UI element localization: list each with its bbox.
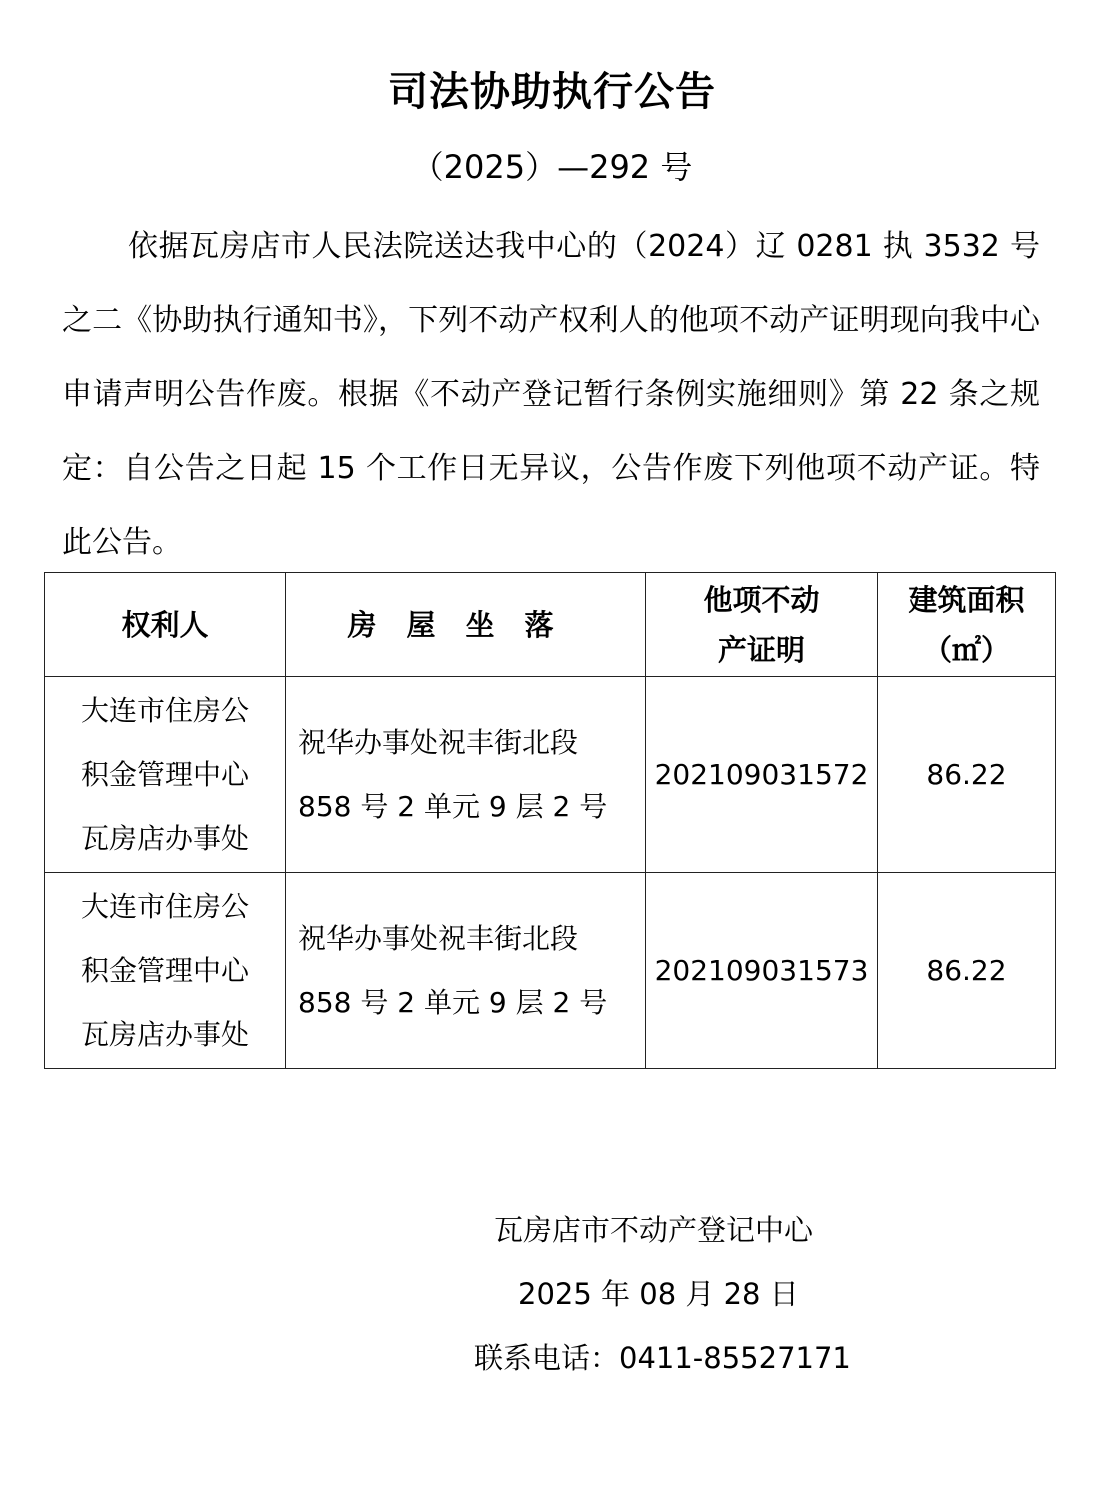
header-area-line1: 建筑面积 <box>908 582 1025 617</box>
cell-holder <box>45 873 286 1069</box>
location-line: 858 号 2 单元 9 层 2 号 <box>298 789 608 823</box>
notice-body: 依据瓦房店市人民法院送达我中心的（2024）辽 0281 执 3532 号之二《协助执行通知书》，下列不动产权利人的他项不动产证明现向我中心申请声明公告作废。根据《不动产登记暂行条例实施细则》第 22 条之规定：自公告之日起 15 个工作日无异议，公告作废下列他项不动产证。特此公告。 <box>62 229 1040 560</box>
cell-cert: 202109031572 <box>646 677 878 873</box>
header-area-line2: （㎡） <box>922 632 1010 667</box>
location-line: 祝华办事处祝丰街北段 <box>298 921 579 955</box>
header-holder: 权利人 <box>45 573 286 677</box>
table-header-row <box>45 573 1056 677</box>
cell-cert: 202109031573 <box>646 873 878 1069</box>
holder-line: 大连市住房公 <box>80 693 249 727</box>
holder-line: 瓦房店办事处 <box>80 1017 249 1051</box>
document-number: （2025）—292 号 <box>411 148 693 186</box>
cell-area: 86.22 <box>878 873 1056 1069</box>
holder-line: 大连市住房公 <box>80 889 249 923</box>
records-table <box>44 572 1056 1069</box>
page-title: 司法协助执行公告 <box>388 69 716 115</box>
table-row <box>45 873 1056 1069</box>
header-area <box>878 573 1056 677</box>
header-location-label: 房屋坐落 <box>347 607 584 642</box>
issuing-organization: 瓦房店市不动产登记中心 <box>494 1213 814 1247</box>
header-location <box>286 573 646 677</box>
cell-location <box>286 873 646 1069</box>
holder-line: 瓦房店办事处 <box>80 821 249 855</box>
table-row <box>45 677 1056 873</box>
holder-line: 积金管理中心 <box>80 953 249 987</box>
location-line: 858 号 2 单元 9 层 2 号 <box>298 985 608 1019</box>
header-cert <box>646 573 878 677</box>
header-cert-line2: 产证明 <box>717 632 805 667</box>
cell-area: 86.22 <box>878 677 1056 873</box>
location-line: 祝华办事处祝丰街北段 <box>298 725 579 759</box>
issue-date: 2025 年 08 月 28 日 <box>518 1277 799 1311</box>
cell-location <box>286 677 646 873</box>
cell-holder <box>45 677 286 873</box>
contact-phone: 联系电话：0411-85527171 <box>474 1341 851 1375</box>
header-cert-line1: 他项不动 <box>703 582 820 617</box>
holder-line: 积金管理中心 <box>80 757 249 791</box>
